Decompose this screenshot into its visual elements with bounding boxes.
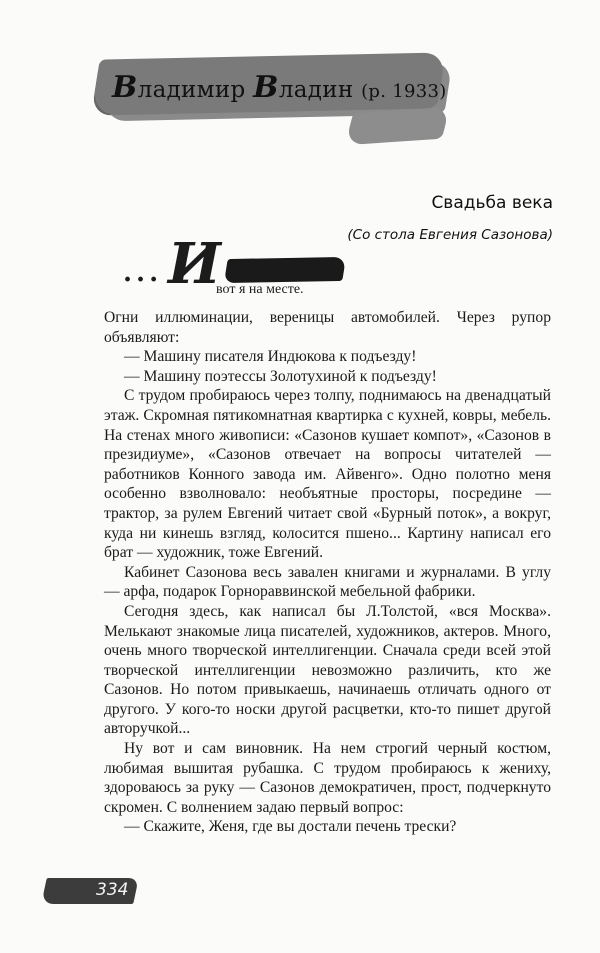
paragraph: Сегодня здесь, как написал бы Л.Толстой, «вся Москва». Мелькают знакомые лица писателей, художников, актеров. Много, очень много творческой интеллигенции. Сначала среди всей этой творческой интеллигенции невозможно различить, кто же Сазонов. Но потом привыкаешь, начинаешь отличать одного от другого. У кого-то носки другой расцветки, кто-то пишет другой авторучкой... [104,602,551,738]
paragraph: С трудом пробираюсь через толпу, поднимаюсь на двенадцатый этаж. Скромная пятикомнатная квартирка с кухней, ковры, мебель. На стенах много живописи: «Сазонов кушает компот», «Сазонов в президиуме», «Сазонов отвечает на вопросы читателей — работников Конного завода им. Айвенго». Одно полотно меня особенно взволновало: необъятные просторы, посредине — трактор, за рулем Евгений читает свой «Бурный поток», а вокруг, куда ни кинешь взгляд, колосится пшено... Картину написал его брат — художник, тоже Евгений. [104,387,551,562]
paragraph: — Машину писателя Индюкова к подъезду! [124,348,417,366]
paragraph: — Машину поэтессы Золотухиной к подъезду! [124,367,437,385]
author-last-initial: В [253,70,279,105]
paragraph: Огни иллюминации, вереницы автомобилей. Через рупор объявляют: [104,309,551,346]
author-heading [112,70,447,105]
lead-in-text: вот я на месте. [216,282,304,297]
lead-in-brushstroke [224,257,346,283]
author-banner-brushstroke-tail [345,107,450,146]
paragraph: Кабинет Сазонова весь завален книгами и журналами. В углу — арфа, подарок Горнораввинской мебельной фабрики. [104,563,551,601]
story-subtitle: (Со стола Евгения Сазонова) [347,227,553,243]
author-last-name: ладин [278,77,354,103]
paragraph: Ну вот и сам виновник. На нем строгий черный костюм, любимая вышитая рубашка. С трудом пробираюсь к жениху, здороваюсь за руку — Сазонов демократичен, прост, подчеркнуто скромен. С волнением задаю первый вопрос: [104,740,551,816]
story-title: Свадьба века [431,193,553,213]
story-body [104,308,551,837]
page-number: 334 [96,880,129,900]
author-first-initial: В [112,70,138,105]
drop-cap: И [168,231,221,297]
lead-in-ellipsis: ... [123,258,163,288]
author-first-name: ладимир [137,77,246,103]
author-years: (р. 1933) [361,81,447,102]
paragraph: — Скажите, Женя, где вы достали печень трески? [124,818,457,836]
